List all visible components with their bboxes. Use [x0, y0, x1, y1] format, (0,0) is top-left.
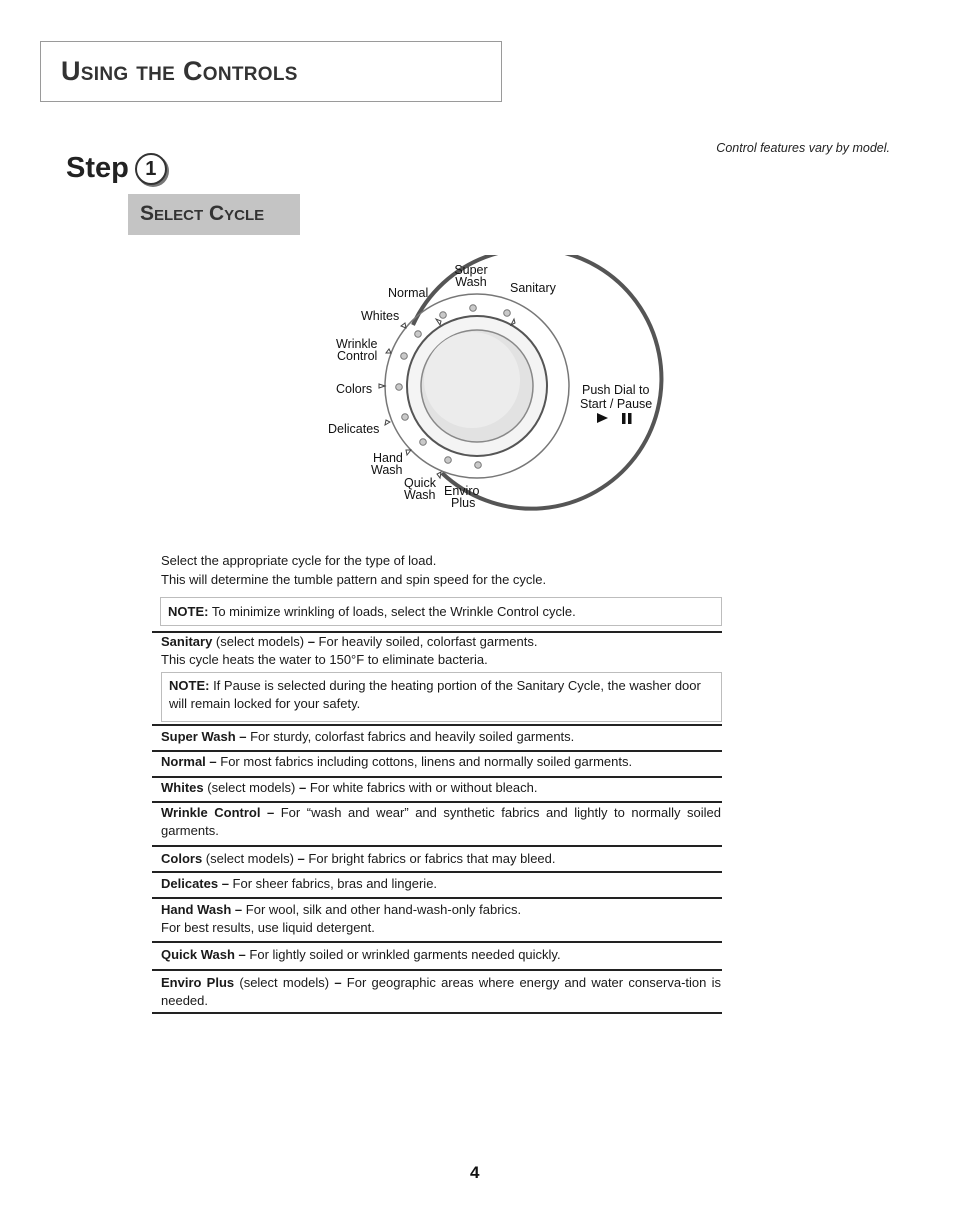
cycle-delicates — [161, 875, 721, 893]
cycle-qualifier: (select models) — [203, 780, 299, 795]
cycle-name: Quick Wash – — [161, 947, 246, 962]
indicator-dot-super-wash — [470, 305, 477, 312]
cycle-sanitary — [161, 633, 721, 669]
cycle-desc: For sheer fabrics, bras and lingerie. — [228, 876, 438, 891]
cycle-desc: For “wash and wear” and synthetic fabrics and lightly to normally soiled garments. — [161, 805, 722, 838]
indicator-dot-normal — [440, 312, 447, 319]
dial-label-quick-wash-2: Wash — [404, 488, 436, 502]
cycle-qualifier: (select models) — [202, 851, 298, 866]
divider — [152, 724, 722, 726]
indicator-dot-wrinkle — [401, 353, 408, 360]
cycle-desc: For bright fabrics or fabrics that may bleed. — [304, 851, 556, 866]
tick-normal — [436, 319, 441, 325]
dial-label-wrinkle: Wrinkle — [336, 337, 378, 351]
note-sanitary — [161, 672, 722, 722]
divider — [152, 897, 722, 899]
cycle-super-wash — [161, 728, 721, 746]
intro-line-1: Select the appropriate cycle for the type of load. — [161, 553, 437, 568]
indicator-dot-sanitary — [504, 310, 511, 317]
tick-quick-wash — [437, 472, 441, 478]
cycle-qualifier: (select models) — [212, 634, 308, 649]
tick-whites — [401, 323, 406, 328]
tick-delicates — [385, 420, 390, 425]
cycle-whites — [161, 779, 721, 797]
cycle-hand-wash — [161, 901, 721, 937]
cycle-desc: For white fabrics with or without bleach. — [306, 780, 538, 795]
divider — [152, 969, 722, 971]
dial-label-push-2: Start / Pause — [580, 397, 653, 411]
step-label: Step — [66, 152, 129, 184]
dial-label-hand-wash-2: Wash — [371, 463, 403, 477]
cycle-name: Whites — [161, 780, 204, 795]
divider — [152, 941, 722, 943]
cycle-desc: For wool, silk and other hand-wash-only fabrics. — [242, 902, 522, 917]
pause-icon-bar — [628, 413, 632, 424]
dial-label-enviro-2: Plus — [451, 496, 476, 510]
tick-hand-wash — [406, 450, 411, 455]
cycle-desc-line2: This cycle heats the water to 150°F to eliminate bacteria. — [161, 652, 488, 667]
cycle-desc: For lightly soiled or wrinkled garments needed quickly. — [245, 947, 561, 962]
dial-label-whites: Whites — [361, 309, 400, 323]
note-label: NOTE: — [168, 604, 209, 619]
dial-label-quick-wash: Quick — [404, 476, 436, 490]
cycle-name: Wrinkle Control – — [161, 805, 275, 820]
cycle-name: Colors — [161, 851, 203, 866]
cycle-colors — [161, 850, 721, 868]
cycle-dash: – — [307, 634, 315, 649]
intro-line-2: This will determine the tumble pattern and spin speed for the cycle. — [161, 572, 547, 587]
intro-text — [161, 551, 546, 589]
cycle-enviro-plus — [161, 974, 721, 1010]
dial-label-colors: Colors — [336, 382, 373, 396]
cycle-qualifier: (select models) — [234, 975, 335, 990]
divider — [152, 750, 722, 752]
model-note: Control features vary by model. — [716, 141, 890, 155]
cycle-name: Enviro Plus — [161, 975, 235, 990]
cycle-name: Delicates – — [161, 876, 229, 891]
cycle-desc: For most fabrics including cottons, linens and normally soiled garments. — [216, 754, 633, 769]
cycle-dash: – — [297, 851, 305, 866]
tick-sanitary — [511, 319, 515, 325]
dial-label-normal: Normal — [388, 286, 429, 300]
cycle-name: Normal – — [161, 754, 217, 769]
tick-colors — [379, 384, 385, 388]
tick-wrinkle — [386, 349, 391, 353]
page-title: Using the Controls — [61, 56, 298, 86]
note-wrinkle — [160, 597, 722, 626]
cycle-name: Hand Wash – — [161, 902, 243, 917]
divider — [152, 1012, 722, 1014]
cycle-desc-line2: For best results, use liquid detergent. — [161, 920, 375, 935]
cycle-selector-dial — [320, 255, 680, 520]
dial-label-wrinkle-2: Control — [337, 349, 378, 363]
cycle-desc: For heavily soiled, colorfast garments. — [314, 634, 538, 649]
note-text: To minimize wrinkling of loads, select the Wrinkle Control cycle. — [208, 604, 576, 619]
indicator-dot-quick-wash — [445, 457, 452, 464]
dial-label-enviro: Enviro — [444, 484, 480, 498]
dial-label-hand-wash: Hand — [373, 451, 403, 465]
cycle-desc: For geographic areas where energy and water conserva-tion is needed. — [161, 975, 721, 1008]
note-text: If Pause is selected during the heating portion of the Sanitary Cycle, the washer door will remain locked for your safety. — [169, 678, 701, 711]
dial-label-super-wash-2: Wash — [455, 275, 487, 289]
dial-label-sanitary: Sanitary — [510, 281, 556, 295]
indicator-dot-hand-wash — [420, 439, 427, 446]
cycle-name: Sanitary — [161, 634, 213, 649]
step-number-icon: 1 — [135, 153, 167, 185]
play-icon — [597, 413, 608, 423]
cycle-normal — [161, 753, 721, 771]
divider — [152, 776, 722, 778]
cycle-desc: For sturdy, colorfast fabrics and heavily soiled garments. — [246, 729, 575, 744]
indicator-dot-colors — [396, 384, 403, 391]
section-title: Select Cycle — [140, 202, 265, 225]
cycle-wrinkle-control — [161, 804, 721, 840]
cycle-quick-wash — [161, 946, 721, 964]
note-label: NOTE: — [169, 678, 210, 693]
dial-label-delicates: Delicates — [328, 422, 380, 436]
cycle-dash: – — [299, 780, 307, 795]
section-header-box — [40, 41, 502, 102]
page-number: 4 — [470, 1163, 480, 1182]
divider — [152, 845, 722, 847]
cycle-dash: – — [334, 975, 342, 990]
divider — [152, 801, 722, 803]
dial-knob-highlight — [424, 332, 520, 428]
divider — [152, 871, 722, 873]
step-heading — [66, 152, 167, 185]
indicator-dot-whites — [415, 331, 422, 338]
cycle-name: Super Wash – — [161, 729, 247, 744]
pause-icon — [622, 413, 626, 424]
dial-label-push: Push Dial to — [582, 383, 650, 397]
indicator-dot-delicates — [402, 414, 409, 421]
section-title-box — [128, 194, 300, 235]
indicator-dot-enviro — [475, 462, 482, 469]
dial-label-super-wash: Super — [454, 263, 488, 277]
